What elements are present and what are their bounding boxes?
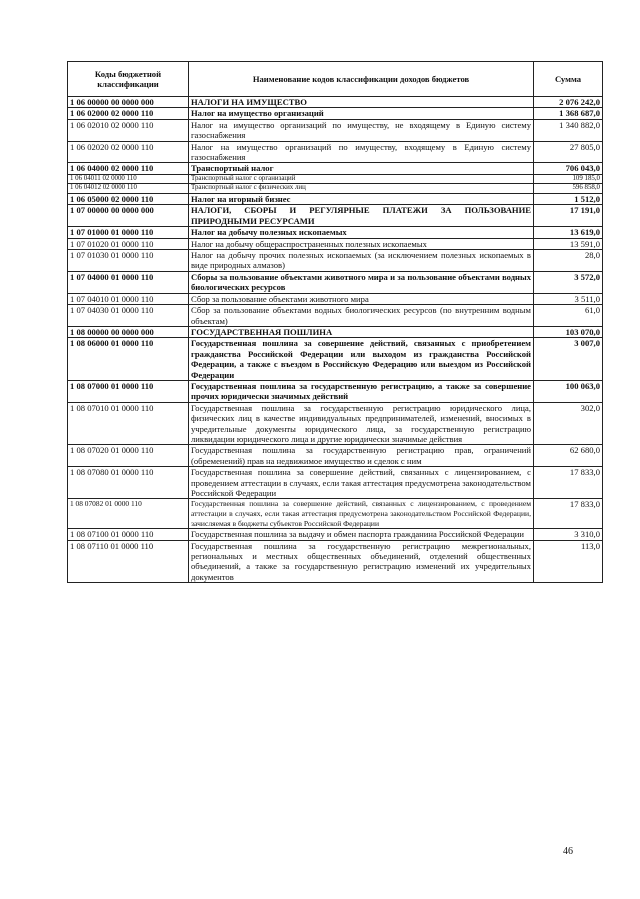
page-number: 46 [563,846,573,857]
row-name: Государственная пошлина за государственную регистрацию юридического лица, физических лиц в качестве индивидуальных предпринимателей, изменений, вносимых в учредительные документы юридического лица, за государственную регистрацию ликвидации юридического лица и другие юридически значимые действия [189,402,534,445]
row-name: Сбор за пользование объектами водных биологических ресурсов (по внутренним водным объектам) [189,305,534,327]
table-row [68,305,603,327]
row-name: Сбор за пользование объектами животного мира [189,293,534,304]
row-name: Государственная пошлина за выдачу и обмен паспорта гражданина Российской Федерации [189,529,534,540]
row-sum: 109 185,0 [534,174,603,184]
row-name: Государственная пошлина за совершение действий, связанных с лицензированием, с проведением аттестации в случаях, если такая аттестация предусмотрена законодательством Российской Федерации, зачисляемая в бюджеты субъектов Российской Федерации [189,499,534,529]
row-code: 1 08 06000 01 0000 110 [68,338,189,381]
row-name: НАЛОГИ НА ИМУЩЕСТВО [189,97,534,108]
row-code: 1 07 04030 01 0000 110 [68,305,189,327]
row-code: 1 06 02000 02 0000 110 [68,108,189,119]
table-row [68,271,603,293]
row-sum: 100 063,0 [534,380,603,402]
row-sum: 302,0 [534,402,603,445]
row-sum: 3 511,0 [534,293,603,304]
row-sum: 17 833,0 [534,467,603,499]
table-row [68,250,603,272]
row-name: Транспортный налог с физических лиц [189,184,534,194]
row-name: Государственная пошлина за совершение действий, связанных с лицензированием, с проведением аттестации в случаях, если такая аттестация предусмотрена законодательством Российской Федерации [189,467,534,499]
row-code: 1 08 07020 01 0000 110 [68,445,189,467]
row-sum: 2 076 242,0 [534,97,603,108]
table-row [68,402,603,445]
table-row [68,326,603,337]
row-name: ГОСУДАРСТВЕННАЯ ПОШЛИНА [189,326,534,337]
row-name: Государственная пошлина за государственную регистрацию, а также за совершение прочих юридически значимых действий [189,380,534,402]
row-code: 1 07 04010 01 0000 110 [68,293,189,304]
row-code: 1 08 00000 00 0000 000 [68,326,189,337]
table-header-row [68,62,603,97]
row-sum: 13 591,0 [534,238,603,249]
row-code: 1 07 01020 01 0000 110 [68,238,189,249]
row-sum: 3 310,0 [534,529,603,540]
table-row [68,540,603,583]
table-row [68,141,603,163]
row-sum: 596 858,0 [534,184,603,194]
header-code: Коды бюджетной классификации [68,62,189,97]
row-code: 1 06 04000 02 0000 110 [68,163,189,174]
row-name: Налог на имущество организаций по имуществу, не входящему в Единую систему газоснабжения [189,119,534,141]
row-name: Налог на игорный бизнес [189,194,534,205]
row-code: 1 07 01030 01 0000 110 [68,250,189,272]
row-sum: 103 070,0 [534,326,603,337]
table-row [68,108,603,119]
table-row [68,338,603,381]
row-code: 1 07 01000 01 0000 110 [68,227,189,238]
row-name: Сборы за пользование объектами животного мира и за пользование объектами водных биологических ресурсов [189,271,534,293]
row-sum: 61,0 [534,305,603,327]
row-sum: 3 572,0 [534,271,603,293]
table-row [68,499,603,529]
row-name: Налог на имущество организаций по имуществу, входящему в Единую систему газоснабжения [189,141,534,163]
header-name: Наименование кодов классификации доходов бюджетов [189,62,534,97]
row-name: Транспортный налог [189,163,534,174]
table-row [68,174,603,184]
row-code: 1 08 07100 01 0000 110 [68,529,189,540]
table-row [68,380,603,402]
row-code: 1 06 02020 02 0000 110 [68,141,189,163]
row-name: НАЛОГИ, СБОРЫ И РЕГУЛЯРНЫЕ ПЛАТЕЖИ ЗА ПОЛЬЗОВАНИЕ ПРИРОДНЫМИ РЕСУРСАМИ [189,205,534,227]
row-sum: 13 619,0 [534,227,603,238]
table-row [68,467,603,499]
table-row [68,194,603,205]
table-row [68,529,603,540]
row-sum: 1 368 687,0 [534,108,603,119]
row-name: Налог на добычу общераспространенных полезных ископаемых [189,238,534,249]
table-row [68,445,603,467]
row-name: Налог на добычу прочих полезных ископаемых (за исключением полезных ископаемых в виде природных алмазов) [189,250,534,272]
row-sum: 62 680,0 [534,445,603,467]
table-row [68,97,603,108]
table-row [68,163,603,174]
row-name: Транспортный налог с организаций [189,174,534,184]
row-sum: 1 512,0 [534,194,603,205]
row-code: 1 06 02010 02 0000 110 [68,119,189,141]
row-name: Государственная пошлина за государственную регистрацию прав, ограничений (обременений) прав на недвижимое имущество и сделок с ним [189,445,534,467]
row-name: Государственная пошлина за совершение действий, связанных с приобретением гражданства Российской Федерации или выходом из гражданства Российской Федерации, а также с въездом в Российскую Федерацию или выездом из Российской Федерации [189,338,534,381]
row-code: 1 08 07110 01 0000 110 [68,540,189,583]
row-code: 1 06 05000 02 0000 110 [68,194,189,205]
row-code: 1 07 04000 01 0000 110 [68,271,189,293]
header-sum: Сумма [534,62,603,97]
row-name: Государственная пошлина за государственную регистрацию межрегиональных, региональных и местных общественных объединений, отделений общественных объединений, а также за государственную регистрацию изменений их учредительных документов [189,540,534,583]
row-code: 1 06 04011 02 0000 110 [68,174,189,184]
row-code: 1 06 00000 00 0000 000 [68,97,189,108]
row-code: 1 08 07082 01 0000 110 [68,499,189,529]
row-name: Налог на имущество организаций [189,108,534,119]
row-sum: 17 191,0 [534,205,603,227]
row-sum: 28,0 [534,250,603,272]
row-sum: 706 043,0 [534,163,603,174]
row-sum: 1 340 882,0 [534,119,603,141]
row-sum: 17 833,0 [534,499,603,529]
table-row [68,238,603,249]
row-sum: 27 805,0 [534,141,603,163]
row-code: 1 07 00000 00 0000 000 [68,205,189,227]
table-row [68,205,603,227]
row-code: 1 08 07000 01 0000 110 [68,380,189,402]
table-row [68,119,603,141]
revenue-classification-table [67,61,603,583]
table-row [68,293,603,304]
row-sum: 3 007,0 [534,338,603,381]
table-row [68,227,603,238]
row-sum: 113,0 [534,540,603,583]
row-code: 1 06 04012 02 0000 110 [68,184,189,194]
table-body [68,97,603,583]
row-name: Налог на добычу полезных ископаемых [189,227,534,238]
row-code: 1 08 07010 01 0000 110 [68,402,189,445]
table-row [68,184,603,194]
row-code: 1 08 07080 01 0000 110 [68,467,189,499]
